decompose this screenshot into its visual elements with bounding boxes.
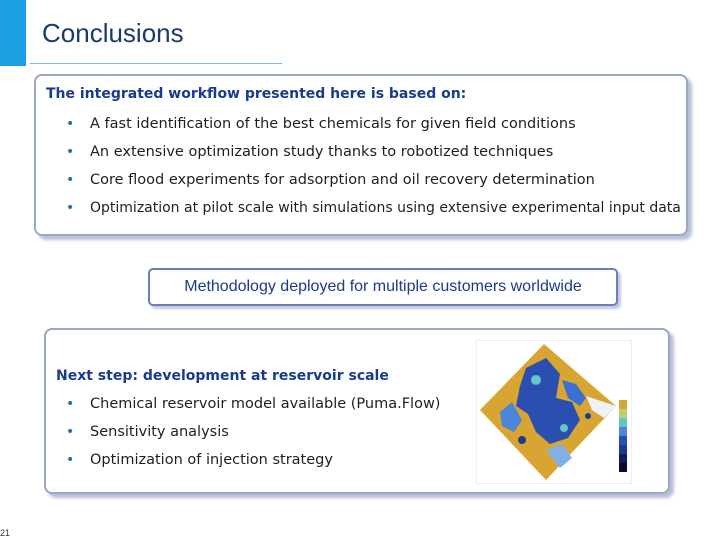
reservoir-map-image [476, 340, 632, 484]
bullet-icon: • [66, 116, 75, 132]
bullet-icon: • [66, 144, 75, 160]
accent-bar [0, 0, 26, 66]
page-title: Conclusions [42, 18, 184, 48]
page-number: 21 [0, 528, 11, 538]
title-underline [30, 63, 282, 64]
next-step-heading: Next step: development at reservoir scale [56, 368, 389, 384]
bullet-icon: • [66, 396, 75, 412]
bullet-icon: • [66, 452, 75, 468]
bullet-icon: • [66, 424, 75, 440]
callout-text: Methodology deployed for multiple customers worldwide [184, 278, 582, 295]
workflow-heading: The integrated workflow presented here is based on: [46, 86, 467, 102]
bullet-icon: • [66, 200, 75, 216]
bullet-icon: • [66, 172, 75, 188]
callout-box [148, 268, 618, 306]
